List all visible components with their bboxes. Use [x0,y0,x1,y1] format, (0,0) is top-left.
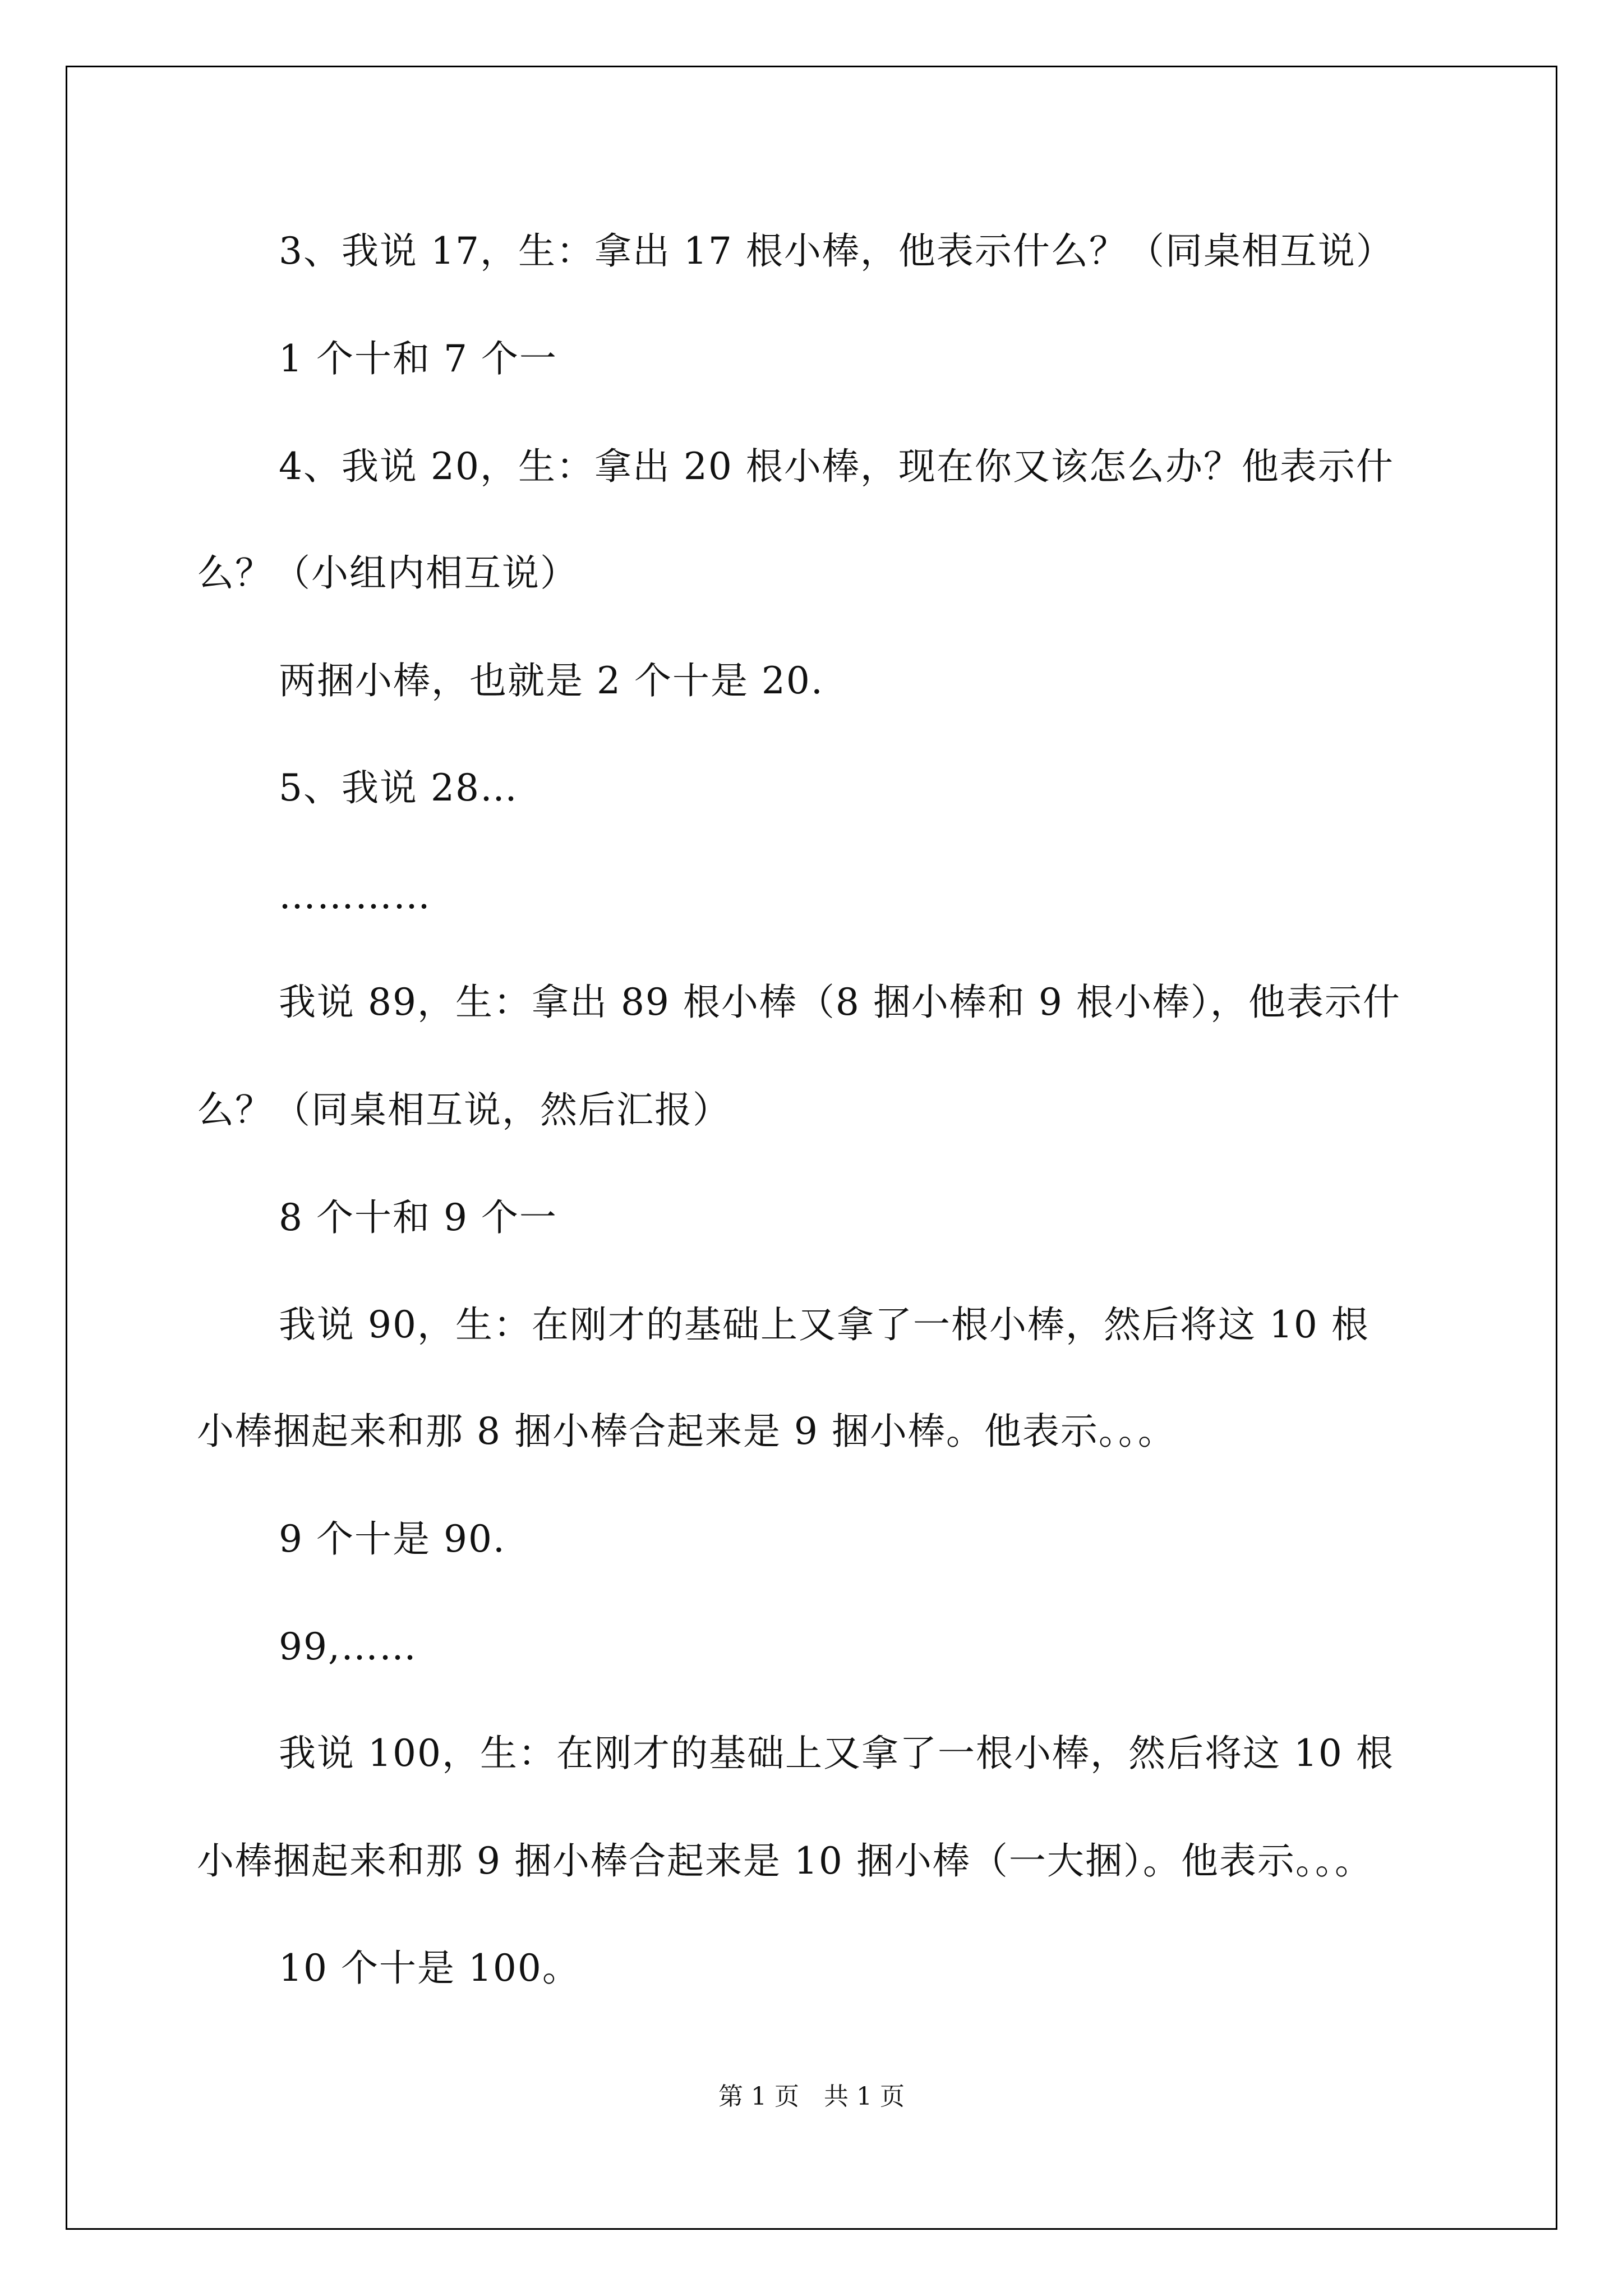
paragraph-line: 我说 100，生：在刚才的基础上又拿了一根小棒，然后将这 10 根 [279,1732,1394,1775]
paragraph-line: 9 个十是 90. [279,1517,506,1561]
paragraph-line: 小棒捆起来和那 9 捆小棒合起来是 10 捆小棒（一大捆）。他表示。。。 [197,1839,1373,1883]
paragraph-line: 5、我说 28… [279,766,518,809]
paragraph-line: 10 个十是 100。 [279,1947,580,1990]
paragraph-line: 两捆小棒，也就是 2 个十是 20. [279,659,824,702]
paragraph-line: 8 个十和 9 个一 [279,1196,557,1239]
page-footer: 第 1 页 共 1 页 [718,2082,905,2111]
paragraph-line: ………… [279,874,431,917]
paragraph-line: 么？（同桌相互说，然后汇报） [197,1088,731,1131]
paragraph-line: 我说 89，生：拿出 89 根小棒（8 捆小棒和 9 根小棒），他表示什 [279,981,1401,1024]
paragraph-line: 么？（小组内相互说） [197,551,578,595]
paragraph-line: 4、我说 20，生：拿出 20 根小棒，现在你又该怎么办？他表示什 [279,445,1394,488]
paragraph-line: 小棒捆起来和那 8 捆小棒合起来是 9 捆小棒。他表示。。。 [197,1410,1176,1453]
paragraph-line: 1 个十和 7 个一 [279,337,557,380]
paragraph-line: 我说 90，生：在刚才的基础上又拿了一根小棒，然后将这 10 根 [279,1303,1370,1346]
paragraph-line: 99,…… [279,1625,417,1668]
paragraph-line: 3、我说 17，生：拿出 17 根小棒，他表示什么？（同桌相互说） [279,229,1394,273]
